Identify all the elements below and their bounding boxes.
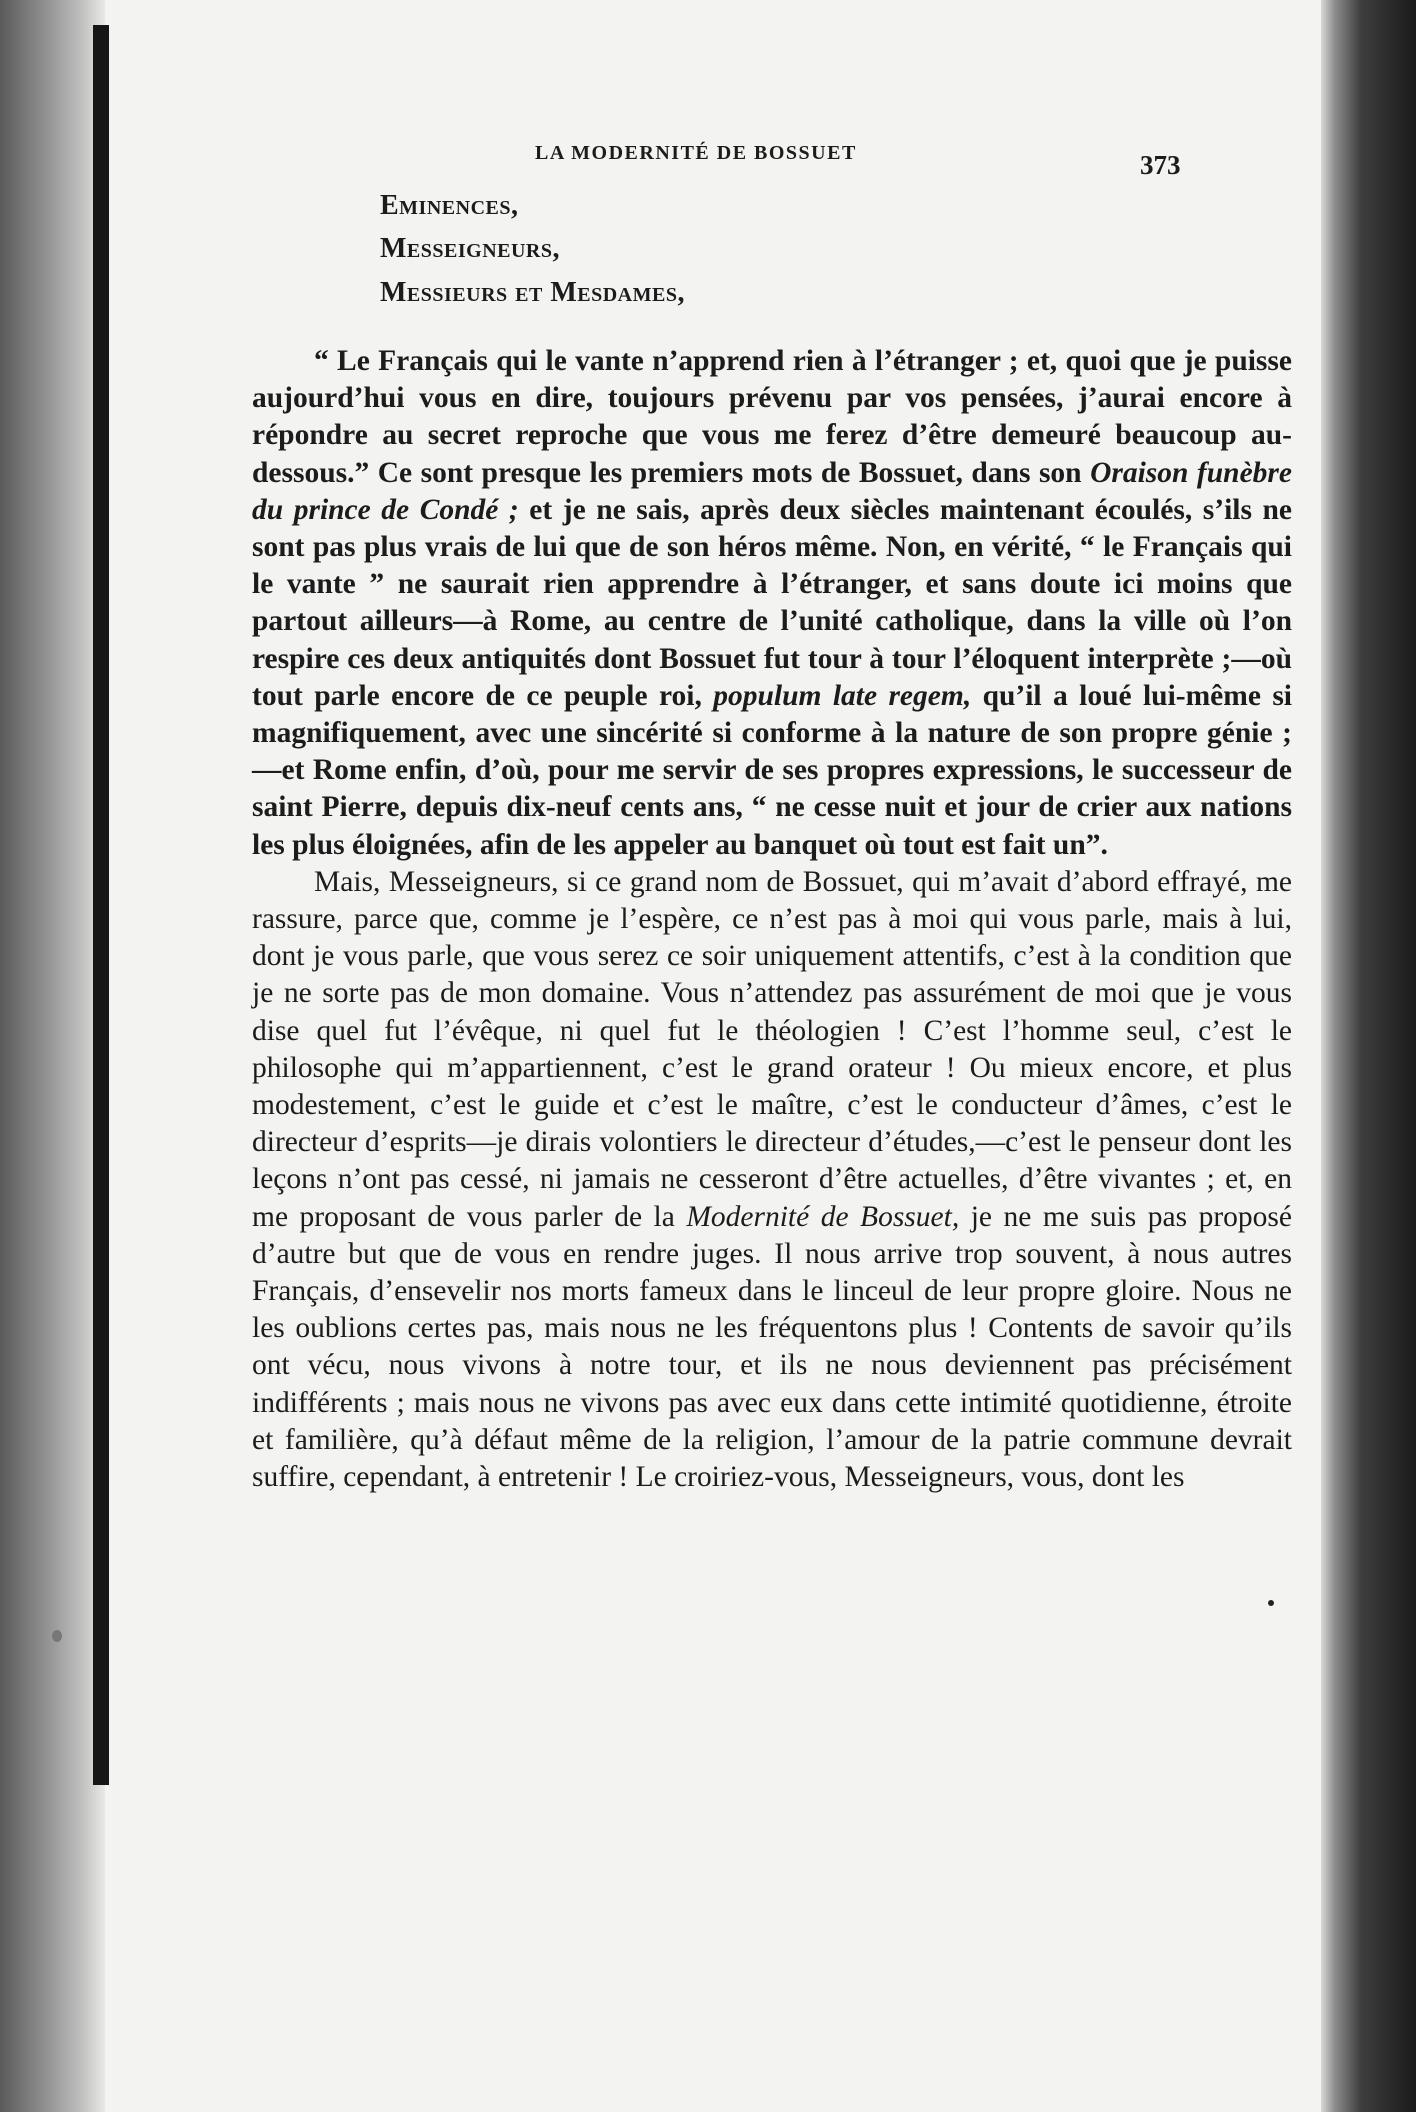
running-title: LA MODERNITÉ DE BOSSUET [535, 142, 857, 164]
scan-left-margin [0, 0, 105, 2112]
paragraph-1-text-a: “ Le Français qui le vante n’apprend rien à l’étranger ; et, quoi que je puisse aujourd’hui vous en dire, toujours prévenu par vos pensées, j’aurai encore à répondre au secret reproche que vous me ferez d’être demeuré beaucoup au-dessous.” Ce sont presque les premiers mots de Bossuet, dans son [252, 345, 1292, 489]
paragraph-1-italic-latin: populum late regem, [713, 679, 972, 712]
paragraph-1-italic-title: Oraison funèbre du prince de Condé ; [252, 456, 1292, 526]
scan-right-margin [1321, 0, 1416, 2112]
paragraph-1-text-b: et je ne sais, après deux siècles maintenant écoulés, s’ils ne sont pas plus vrais de lui que de son héros même. Non, en vérité, “ le Français qui le vante ” ne saurait rien apprendre à l’étranger, et sans doute ici moins que partout ailleurs—à Rome, au centre de l’unité catholique, dans la ville où l’on respire ces deux antiquités dont Bossuet fut tour à tour l’éloquent interprète ;—où tout parle encore de ce peuple roi, [252, 493, 1292, 712]
book-page [110, 0, 1320, 2112]
paragraph-2 [252, 864, 1292, 1496]
paragraph-2-text-b: je ne me suis pas proposé d’autre but que de vous en rendre juges. Il nous arrive trop souvent, à nous autres Français, d’ensevelir nos morts fameux dans le linceul de leur propre gloire. Nous ne les oublions certes pas, mais nous ne les fréquentons plus ! Contents de savoir qu’ils ont vécu, nous vivons à notre tour, et ils ne nous deviennent pas précisément indifférents ; mais nous ne vivons pas avec eux dans cette intimité quotidienne, étroite et familière, qu’à défaut même de la religion, l’amour de la patrie commune devrait suffire, cependant, à entretenir ! Le croiriez-vous, Messeigneurs, vous, dont les [252, 1200, 1292, 1494]
book-gutter-shadow [93, 25, 109, 1785]
paragraph-2-italic-title: Modernité de Bossuet, [686, 1200, 960, 1233]
salutation-line-2: Messeigneurs, [380, 233, 560, 264]
paragraph-1-text-c: qu’il a loué lui-même si magnifiquement, avec une sincérité si conforme à la nature de son propre génie ;—et Rome enfin, d’où, pour me servir de ses propres expressions, le successeur de saint Pierre, depuis dix-neuf cents ans, “ ne cesse nuit et jour de crier aux nations les plus éloignées, afin de les appeler au banquet où tout est fait un”. [252, 679, 1293, 861]
scan-speck [52, 1630, 62, 1642]
page-number: 373 [1140, 150, 1181, 180]
body-text [252, 343, 1292, 1496]
paragraph-2-text-a: Mais, Messeigneurs, si ce grand nom de Bossuet, qui m’avait d’abord effrayé, me rassure, parce que, comme je l’espère, ce n’est pas à moi qui vous parle, mais à lui, dont je vous parle, que vous serez ce soir uniquement attentifs, c’est à la condition que je ne sorte pas de mon domaine. Vous n’attendez pas assurément de moi que je vous dise quel fut l’évêque, ni quel fut le théologien ! C’est l’homme seul, c’est le philosophe qui m’appartiennent, c’est le grand orateur ! Ou mieux encore, et plus modestement, c’est le guide et c’est le maître, c’est le conducteur d’âmes, c’est le directeur d’esprits—je dirais volontiers le directeur d’études,—c’est le penseur dont les leçons n’ont pas cessé, ni jamais ne cesseront d’être actuelles, d’être vivantes ; et, en me proposant de vous parler de la [252, 865, 1292, 1233]
salutation-line-1: Eminences, [380, 190, 519, 221]
scan-speck [1268, 1600, 1274, 1606]
paragraph-1 [252, 343, 1292, 864]
salutation-line-3: Messieurs et Mesdames, [380, 277, 685, 308]
